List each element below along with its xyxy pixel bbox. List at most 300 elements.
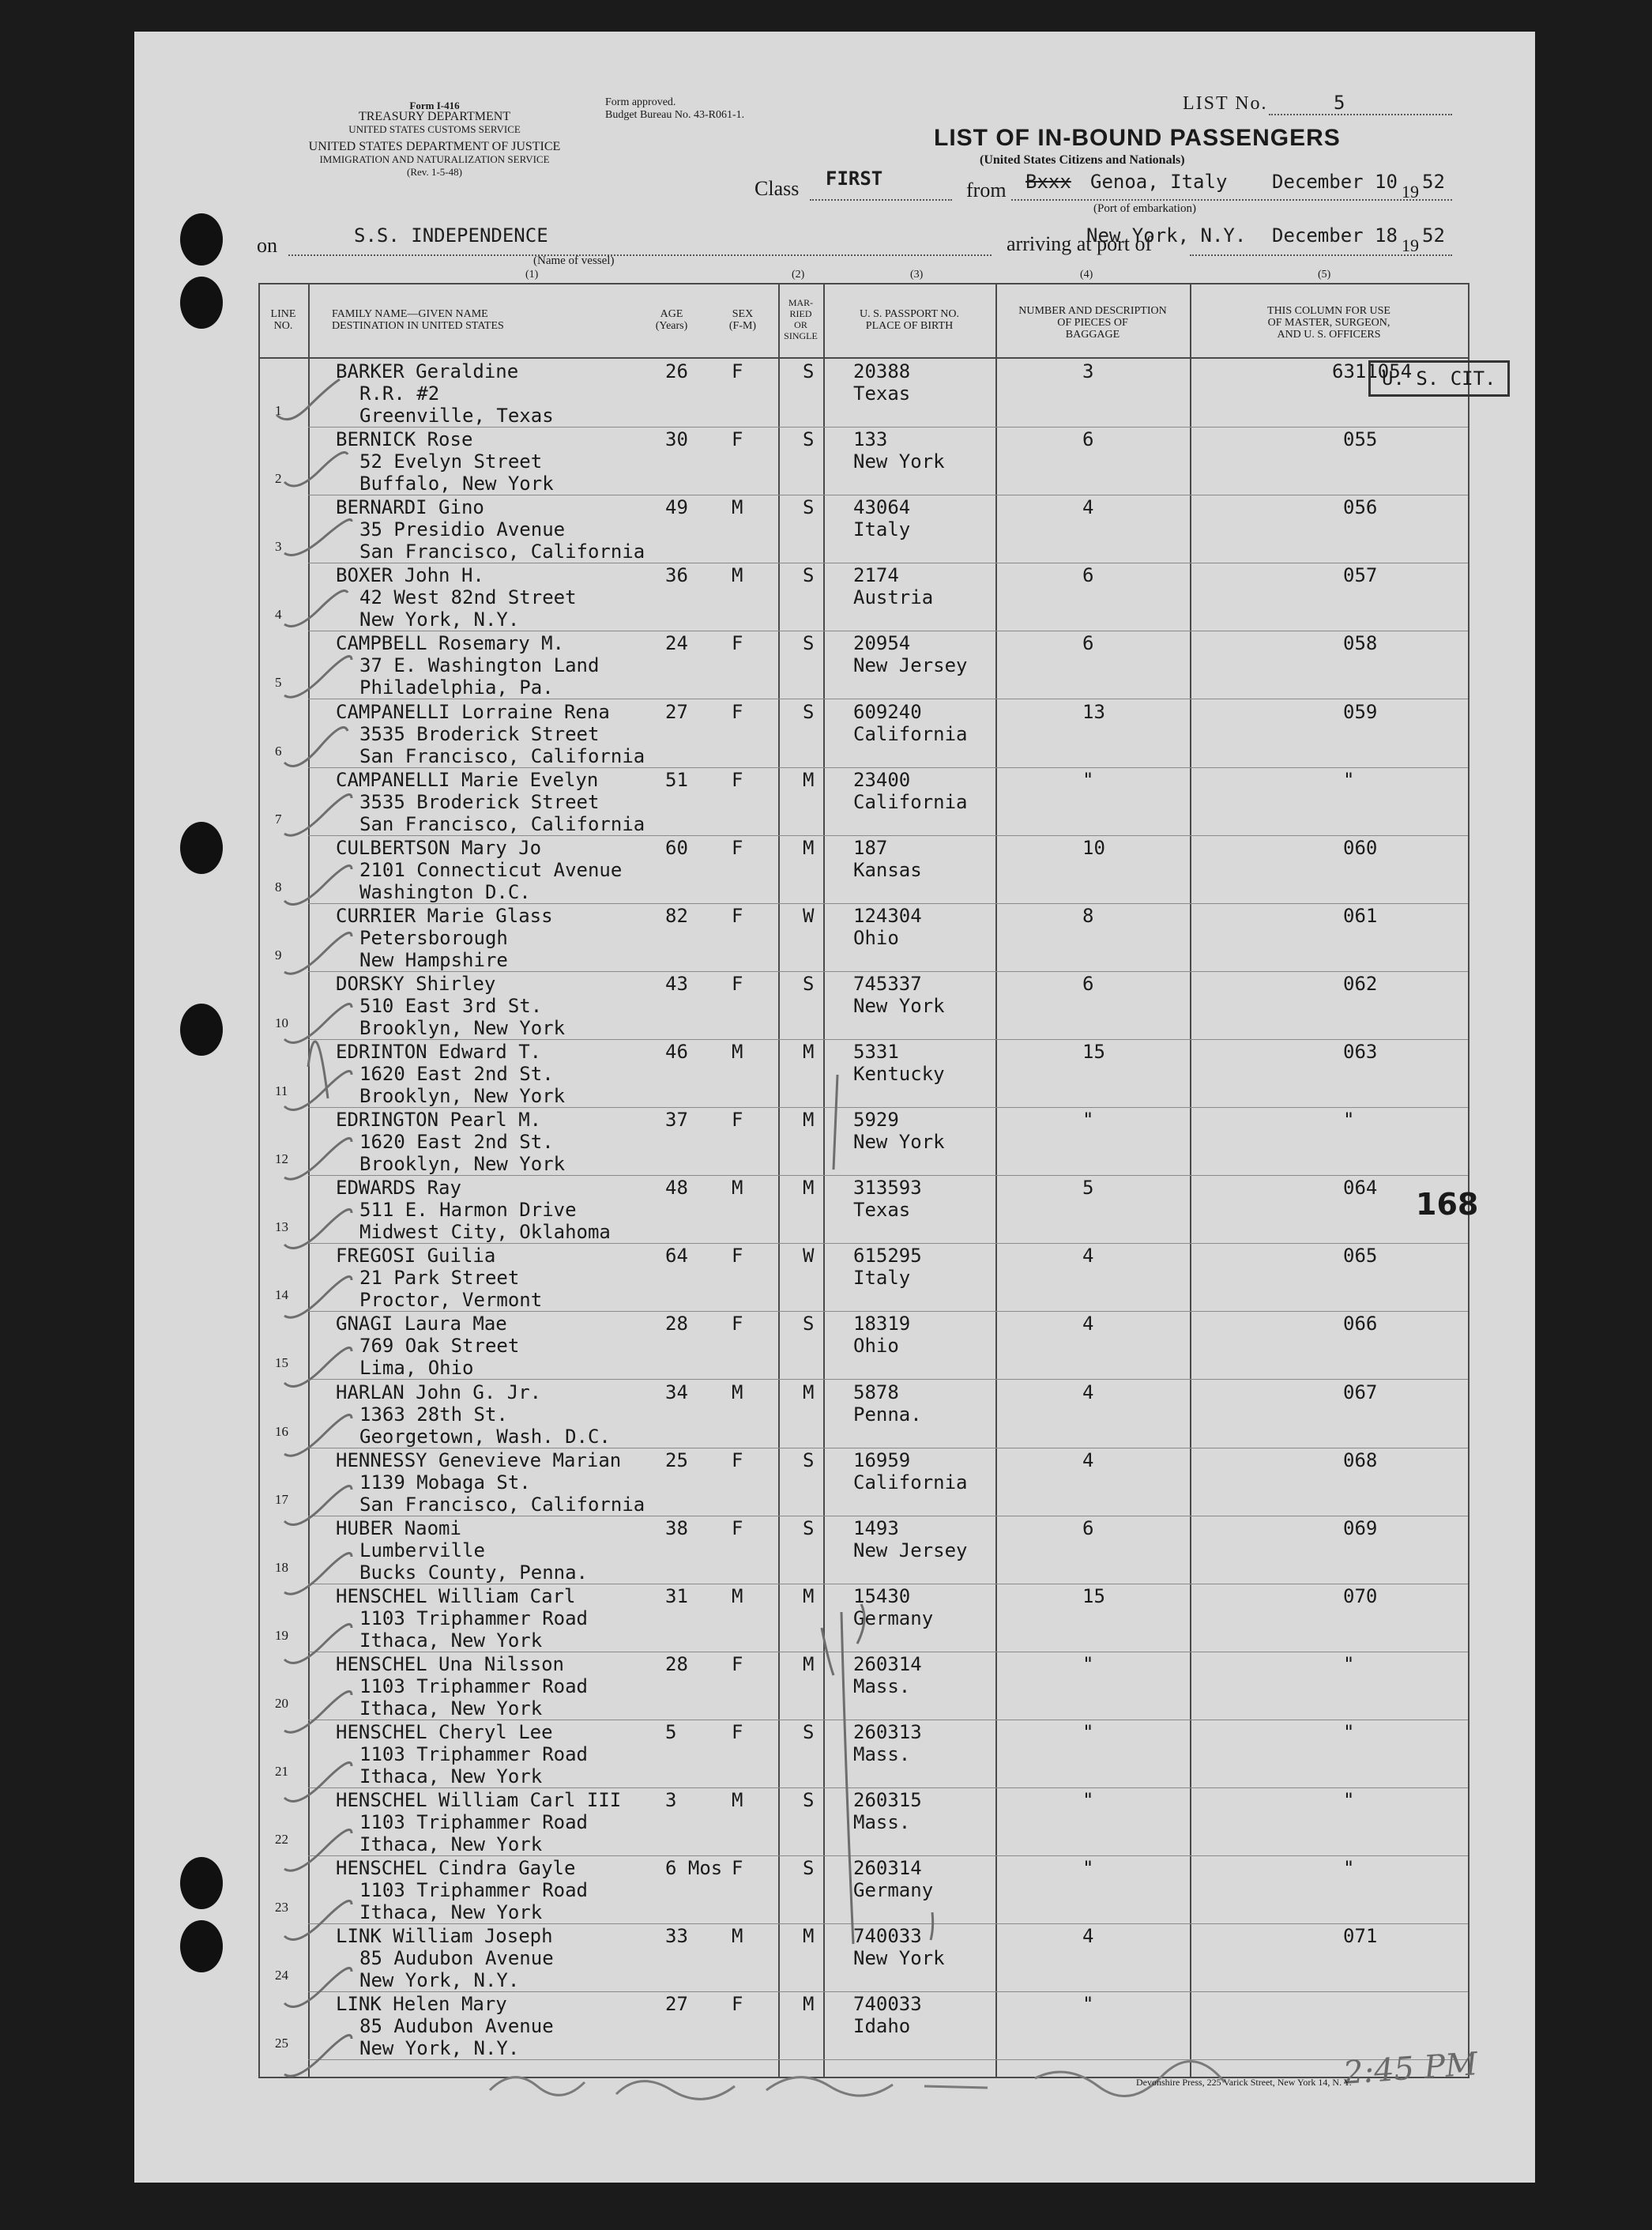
document-page <box>134 32 1535 2183</box>
age-value: 6 Mos <box>665 1857 723 1880</box>
sex-value: F <box>732 1245 743 1268</box>
col-header-age: AGE (Years) <box>655 308 688 332</box>
passenger-name: BERNICK Rose <box>336 428 473 451</box>
marital-status: S <box>803 1313 815 1335</box>
line-number: 17 <box>275 1491 288 1507</box>
line-number: 11 <box>275 1083 288 1098</box>
passenger-name: CULBERTSON Mary Jo <box>336 836 542 859</box>
address-street: 1103 Triphammer Road <box>359 1743 588 1765</box>
passport-number: 1493 <box>853 1516 899 1539</box>
col-num-1: (1) <box>525 269 539 281</box>
list-number: 5 <box>1334 92 1345 114</box>
address-street: 42 West 82nd Street <box>359 586 577 609</box>
revision-date: (Rev. 1-5-48) <box>407 166 462 178</box>
age-value: 46 <box>665 1041 688 1063</box>
age-value: 49 <box>665 496 688 519</box>
passport-number: 18319 <box>853 1313 911 1335</box>
address-city: San Francisco, California <box>359 812 645 835</box>
passenger-name: HENSCHEL William Carl <box>336 1584 576 1607</box>
place-of-birth: New York <box>853 1947 945 1970</box>
address-city: Ithaca, New York <box>359 1697 543 1720</box>
place-of-birth: New York <box>853 994 945 1017</box>
officer-code: 066 <box>1343 1313 1378 1335</box>
address-city: San Francisco, California <box>359 1493 645 1516</box>
address-city: New York, N.Y. <box>359 2037 520 2060</box>
age-value: 26 <box>665 360 688 382</box>
address-city: San Francisco, California <box>359 744 645 767</box>
passport-number: 16959 <box>853 1448 911 1471</box>
place-of-birth: Penna. <box>853 1403 922 1426</box>
line-number: 15 <box>275 1355 288 1371</box>
line-number: 21 <box>275 1764 288 1779</box>
marital-status: S <box>803 360 815 382</box>
marital-status: S <box>803 1516 815 1539</box>
vessel-name: S.S. INDEPENDENCE <box>354 224 548 247</box>
passport-number: 615295 <box>853 1245 922 1268</box>
col-num-5: (5) <box>1318 269 1331 281</box>
passport-number: 609240 <box>853 700 922 723</box>
col-header-line-no: LINE NO. <box>270 308 296 332</box>
marital-status: S <box>803 1789 815 1812</box>
line-number: 25 <box>275 2036 288 2051</box>
col-header-baggage: NUMBER AND DESCRIPTION OF PIECES OF BAGGAGE <box>1018 305 1167 341</box>
sex-value: F <box>732 1448 743 1471</box>
passport-number: 740033 <box>853 1925 922 1948</box>
officer-code: 055 <box>1343 428 1378 451</box>
sex-value: M <box>732 496 743 519</box>
place-of-birth: Mass. <box>853 1743 911 1765</box>
officer-code: 062 <box>1343 972 1378 995</box>
address-city: Ithaca, New York <box>359 1833 543 1856</box>
place-of-birth: Ohio <box>853 1335 899 1358</box>
passport-number: 124304 <box>853 904 922 927</box>
handwritten-checkmarks <box>253 269 1185 2181</box>
line-number: 22 <box>275 1832 288 1848</box>
sex-value: M <box>732 1381 743 1403</box>
line-number: 20 <box>275 1695 288 1711</box>
col-header-passport: U. S. PASSPORT NO. PLACE OF BIRTH <box>860 308 959 332</box>
place-of-birth: California <box>853 790 968 813</box>
passport-number: 43064 <box>853 496 911 519</box>
marital-status: W <box>803 904 815 927</box>
passport-number: 187 <box>853 836 888 859</box>
struck-port: Bxxx <box>1025 171 1071 193</box>
officer-code: 070 <box>1343 1584 1378 1607</box>
col-num-4: (4) <box>1080 269 1093 281</box>
baggage-count: 4 <box>1082 1245 1094 1268</box>
baggage-count: 6 <box>1082 428 1094 451</box>
address-city: Ithaca, New York <box>359 1765 543 1787</box>
address-city: Washington D.C. <box>359 880 531 903</box>
line-number: 10 <box>275 1015 288 1030</box>
age-value: 82 <box>665 904 688 927</box>
baggage-count: 8 <box>1082 904 1094 927</box>
sex-value: M <box>732 1041 743 1063</box>
col-header-married: MAR- RIED OR SINGLE <box>784 297 818 341</box>
baggage-count: 4 <box>1082 496 1094 519</box>
line-number: 24 <box>275 1968 288 1983</box>
address-city: Buffalo, New York <box>359 473 554 495</box>
passenger-name: DORSKY Shirley <box>336 972 496 995</box>
age-value: 60 <box>665 836 688 859</box>
age-value: 34 <box>665 1381 688 1403</box>
baggage-count: 6 <box>1082 1516 1094 1539</box>
passenger-name: HUBER Naomi <box>336 1516 461 1539</box>
age-value: 38 <box>665 1516 688 1539</box>
arrival-year-prefix: 19 <box>1402 235 1419 255</box>
officer-code: " <box>1343 1857 1355 1880</box>
baggage-count: " <box>1082 768 1094 791</box>
sex-value: F <box>732 1516 743 1539</box>
place-of-birth: New Jersey <box>853 654 968 677</box>
place-of-birth: Mass. <box>853 1811 911 1834</box>
address-street: 511 E. Harmon Drive <box>359 1199 577 1222</box>
sex-value: M <box>732 1925 743 1948</box>
passport-number: 260315 <box>853 1789 922 1812</box>
passenger-name: HENNESSY Genevieve Marian <box>336 1448 622 1471</box>
passenger-name: HENSCHEL Cindra Gayle <box>336 1857 576 1880</box>
form-subtitle: (United States Citizens and Nationals) <box>980 153 1185 167</box>
address-city: San Francisco, California <box>359 541 645 563</box>
line-number: 12 <box>275 1151 288 1167</box>
passport-number: 15430 <box>853 1584 911 1607</box>
budget-bureau: Budget Bureau No. 43-R061-1. <box>605 109 745 121</box>
place-of-birth: Kentucky <box>853 1063 945 1085</box>
marital-status: M <box>803 1041 815 1063</box>
address-city: Georgetown, Wash. D.C. <box>359 1425 611 1448</box>
on-label: on <box>257 234 277 257</box>
address-city: Brooklyn, New York <box>359 1016 566 1039</box>
line-number: 19 <box>275 1627 288 1643</box>
officer-code: " <box>1343 1789 1355 1812</box>
line-number: 9 <box>275 947 282 962</box>
baggage-count: " <box>1082 1652 1094 1675</box>
marital-status: S <box>803 972 815 995</box>
age-value: 43 <box>665 972 688 995</box>
sex-value: F <box>732 632 743 655</box>
justice-dept: UNITED STATES DEPARTMENT OF JUSTICE <box>308 140 561 153</box>
passport-number: 20388 <box>853 360 911 382</box>
baggage-count: 10 <box>1082 836 1105 859</box>
address-city: New York, N.Y. <box>359 1969 520 1992</box>
passport-number: 133 <box>853 428 888 451</box>
baggage-count: " <box>1082 1857 1094 1880</box>
sex-value: M <box>732 564 743 587</box>
marital-status: S <box>803 1857 815 1880</box>
place-of-birth: Germany <box>853 1879 934 1902</box>
officer-code: 064 <box>1343 1177 1378 1200</box>
address-city: Midwest City, Oklahoma <box>359 1221 611 1244</box>
passport-number: 20954 <box>853 632 911 655</box>
line-number: 2 <box>275 471 282 487</box>
age-value: 48 <box>665 1177 688 1200</box>
officer-code: 058 <box>1343 632 1378 655</box>
arriving-label: arriving at port of <box>1007 232 1153 255</box>
passport-number: 5878 <box>853 1381 899 1403</box>
baggage-count: 4 <box>1082 1381 1094 1403</box>
address-street: 21 Park Street <box>359 1267 520 1290</box>
officer-code: 061 <box>1343 904 1378 927</box>
officer-code: " <box>1343 1109 1355 1132</box>
passenger-name: CAMPANELLI Marie Evelyn <box>336 768 599 791</box>
arrival-year: 52 <box>1422 224 1445 247</box>
marital-status: S <box>803 1448 815 1471</box>
embark-port: Genoa, Italy <box>1090 171 1228 193</box>
line-number: 23 <box>275 1900 288 1915</box>
address-street: 85 Audubon Avenue <box>359 2015 554 2038</box>
sex-value: F <box>732 1993 743 2016</box>
printer-credit: Devonshire Press, 225 Varick Street, New York 14, N. Y. <box>1136 2077 1352 2088</box>
passenger-name: EDWARDS Ray <box>336 1177 461 1200</box>
baggage-count: " <box>1082 1993 1094 2016</box>
address-street: 1103 Triphammer Road <box>359 1879 588 1902</box>
place-of-birth: Italy <box>853 1267 911 1290</box>
sex-value: F <box>732 360 743 382</box>
address-city: Philadelphia, Pa. <box>359 676 554 699</box>
sex-value: M <box>732 1584 743 1607</box>
sex-value: F <box>732 1313 743 1335</box>
passenger-name: BERNARDI Gino <box>336 496 484 519</box>
age-value: 37 <box>665 1109 688 1132</box>
line-number: 8 <box>275 879 282 895</box>
address-street: 37 E. Washington Land <box>359 654 600 677</box>
officer-code: 6311054 <box>1332 360 1413 382</box>
passport-number: 260313 <box>853 1721 922 1743</box>
baggage-count: 6 <box>1082 564 1094 587</box>
marital-status: M <box>803 1993 815 2016</box>
address-street: Lumberville <box>359 1539 485 1561</box>
passenger-name: LINK William Joseph <box>336 1925 553 1948</box>
address-city: Ithaca, New York <box>359 1629 543 1652</box>
from-label: from <box>966 179 1007 202</box>
vessel-note: (Name of vessel) <box>533 254 615 267</box>
marital-status: S <box>803 496 815 519</box>
marital-status: S <box>803 632 815 655</box>
baggage-count: 6 <box>1082 972 1094 995</box>
line-number: 18 <box>275 1559 288 1575</box>
age-value: 3 <box>665 1789 677 1812</box>
passenger-name: HARLAN John G. Jr. <box>336 1381 542 1403</box>
address-city: Ithaca, New York <box>359 1901 543 1924</box>
passport-number: 313593 <box>853 1177 922 1200</box>
line-number: 7 <box>275 811 282 827</box>
place-of-birth: Germany <box>853 1607 934 1629</box>
officer-code: " <box>1343 1721 1355 1743</box>
age-value: 51 <box>665 768 688 791</box>
sex-value: F <box>732 1652 743 1675</box>
passenger-name: CAMPANELLI Lorraine Rena <box>336 700 610 723</box>
place-of-birth: Ohio <box>853 926 899 949</box>
passport-number: 740033 <box>853 1993 922 2016</box>
line-number: 5 <box>275 675 282 691</box>
officer-code: 068 <box>1343 1448 1378 1471</box>
address-street: 35 Presidio Avenue <box>359 518 566 541</box>
officer-code: 063 <box>1343 1041 1378 1063</box>
baggage-count: 4 <box>1082 1925 1094 1948</box>
passenger-name: LINK Helen Mary <box>336 1993 507 2016</box>
form-number: Form I-416 <box>409 100 460 111</box>
address-street: 2101 Connecticut Avenue <box>359 858 623 881</box>
age-value: 25 <box>665 1448 688 1471</box>
page-number: 168 <box>1416 1187 1479 1222</box>
passport-number: 2174 <box>853 564 899 587</box>
class-value: FIRST <box>826 168 883 190</box>
address-street: Petersborough <box>359 926 508 949</box>
age-value: 30 <box>665 428 688 451</box>
address-city: New Hampshire <box>359 948 508 971</box>
marital-status: M <box>803 836 815 859</box>
passenger-name: FREGOSI Guilia <box>336 1245 496 1268</box>
passport-number: 5331 <box>853 1041 899 1063</box>
place-of-birth: Kansas <box>853 858 922 881</box>
citizen-stamp: U. S. CIT. <box>1368 360 1510 397</box>
line-number: 13 <box>275 1219 288 1235</box>
arrival-date: December 18 <box>1272 224 1398 247</box>
place-of-birth: Mass. <box>853 1674 911 1697</box>
sex-value: F <box>732 904 743 927</box>
officer-code: 059 <box>1343 700 1378 723</box>
baggage-count: 13 <box>1082 700 1105 723</box>
address-street: 85 Audubon Avenue <box>359 1947 554 1970</box>
address-street: 1620 East 2nd St. <box>359 1063 554 1085</box>
address-street: 1139 Mobaga St. <box>359 1471 531 1494</box>
embark-year-prefix: 19 <box>1402 182 1419 202</box>
sex-value: F <box>732 836 743 859</box>
address-street: 1363 28th St. <box>359 1403 508 1426</box>
col-header-name: FAMILY NAME—GIVEN NAME DESTINATION IN UNITED STATES <box>332 308 504 332</box>
age-value: 64 <box>665 1245 688 1268</box>
baggage-count: " <box>1082 1789 1094 1812</box>
sex-value: F <box>732 1721 743 1743</box>
address-street: 769 Oak Street <box>359 1335 520 1358</box>
embark-date: December 10 <box>1272 171 1398 193</box>
baggage-count: 3 <box>1082 360 1094 382</box>
class-label: Class <box>755 177 800 200</box>
line-number: 6 <box>275 743 282 759</box>
address-street: 1103 Triphammer Road <box>359 1674 588 1697</box>
baggage-count: 15 <box>1082 1041 1105 1063</box>
place-of-birth: California <box>853 722 968 745</box>
passport-number: 5929 <box>853 1109 899 1132</box>
passenger-name: HENSCHEL Una Nilsson <box>336 1652 564 1675</box>
age-value: 24 <box>665 632 688 655</box>
place-of-birth: Austria <box>853 586 934 609</box>
place-of-birth: Texas <box>853 382 911 405</box>
officer-code: 056 <box>1343 496 1378 519</box>
marital-status: S <box>803 1721 815 1743</box>
place-of-birth: Texas <box>853 1199 911 1222</box>
baggage-count: 4 <box>1082 1448 1094 1471</box>
officer-code: 057 <box>1343 564 1378 587</box>
passport-number: 260314 <box>853 1652 922 1675</box>
col-header-officers: THIS COLUMN FOR USE OF MASTER, SURGEON, AND U. S. OFFICERS <box>1267 305 1390 341</box>
embark-year: 52 <box>1422 171 1445 193</box>
address-city: Lima, Ohio <box>359 1357 474 1380</box>
age-value: 28 <box>665 1652 688 1675</box>
address-city: Bucks County, Penna. <box>359 1561 588 1584</box>
address-city: Greenville, Texas <box>359 405 554 427</box>
age-value: 27 <box>665 700 688 723</box>
baggage-count: 6 <box>1082 632 1094 655</box>
address-street: R.R. #2 <box>359 382 440 405</box>
place-of-birth: New York <box>853 1131 945 1154</box>
passenger-name: HENSCHEL William Carl III <box>336 1789 622 1812</box>
marital-status: M <box>803 1177 815 1200</box>
passport-number: 23400 <box>853 768 911 791</box>
sex-value: F <box>732 1857 743 1880</box>
customs-service: UNITED STATES CUSTOMS SERVICE <box>348 123 521 135</box>
port-embark-note: (Port of embarkation) <box>1093 202 1196 215</box>
age-value: 27 <box>665 1993 688 2016</box>
place-of-birth: New Jersey <box>853 1539 968 1561</box>
address-city: Brooklyn, New York <box>359 1085 566 1107</box>
officer-code: 069 <box>1343 1516 1378 1539</box>
officer-code: 071 <box>1343 1925 1378 1948</box>
handwritten-time: 2:45 PM <box>1342 2046 1479 2092</box>
address-street: 3535 Broderick Street <box>359 722 600 745</box>
marital-status: M <box>803 1652 815 1675</box>
age-value: 36 <box>665 564 688 587</box>
officer-code: 067 <box>1343 1381 1378 1403</box>
age-value: 33 <box>665 1925 688 1948</box>
baggage-count: 15 <box>1082 1584 1105 1607</box>
place-of-birth: New York <box>853 450 945 473</box>
line-number: 4 <box>275 607 282 623</box>
passenger-name: BARKER Geraldine <box>336 360 519 382</box>
passenger-name: GNAGI Laura Mae <box>336 1313 507 1335</box>
marital-status: S <box>803 564 815 587</box>
age-value: 28 <box>665 1313 688 1335</box>
address-city: Proctor, Vermont <box>359 1289 543 1312</box>
punch-hole <box>180 213 223 266</box>
list-label: LIST No. <box>1183 93 1268 114</box>
sex-value: M <box>732 1789 743 1812</box>
line-number: 14 <box>275 1287 288 1303</box>
passenger-name: CAMPBELL Rosemary M. <box>336 632 564 655</box>
place-of-birth: California <box>853 1471 968 1494</box>
line-number: 16 <box>275 1423 288 1439</box>
baggage-count: " <box>1082 1109 1094 1132</box>
marital-status: M <box>803 1925 815 1948</box>
baggage-count: " <box>1082 1721 1094 1743</box>
address-street: 1103 Triphammer Road <box>359 1811 588 1834</box>
address-street: 3535 Broderick Street <box>359 790 600 813</box>
address-street: 510 East 3rd St. <box>359 994 543 1017</box>
officer-code: 065 <box>1343 1245 1378 1268</box>
punch-hole <box>180 277 223 329</box>
age-value: 31 <box>665 1584 688 1607</box>
arrival-port: New York, N.Y. <box>1086 224 1247 247</box>
passport-number: 260314 <box>853 1857 922 1880</box>
treasury-dept: TREASURY DEPARTMENT <box>358 110 511 123</box>
age-value: 5 <box>665 1721 677 1743</box>
address-street: 1620 East 2nd St. <box>359 1131 554 1154</box>
address-city: New York, N.Y. <box>359 608 520 631</box>
baggage-count: 4 <box>1082 1313 1094 1335</box>
col-num-3: (3) <box>910 269 924 281</box>
line-number: 1 <box>275 403 282 418</box>
marital-status: S <box>803 700 815 723</box>
passenger-name: EDRINTON Edward T. <box>336 1041 542 1063</box>
marital-status: M <box>803 1381 815 1403</box>
form-approved: Form approved. <box>605 96 676 108</box>
marital-status: M <box>803 1584 815 1607</box>
passenger-name: CURRIER Marie Glass <box>336 904 553 927</box>
baggage-count: 5 <box>1082 1177 1094 1200</box>
form-title: LIST OF IN-BOUND PASSENGERS <box>934 125 1341 151</box>
address-street: 52 Evelyn Street <box>359 450 543 473</box>
sex-value: F <box>732 972 743 995</box>
